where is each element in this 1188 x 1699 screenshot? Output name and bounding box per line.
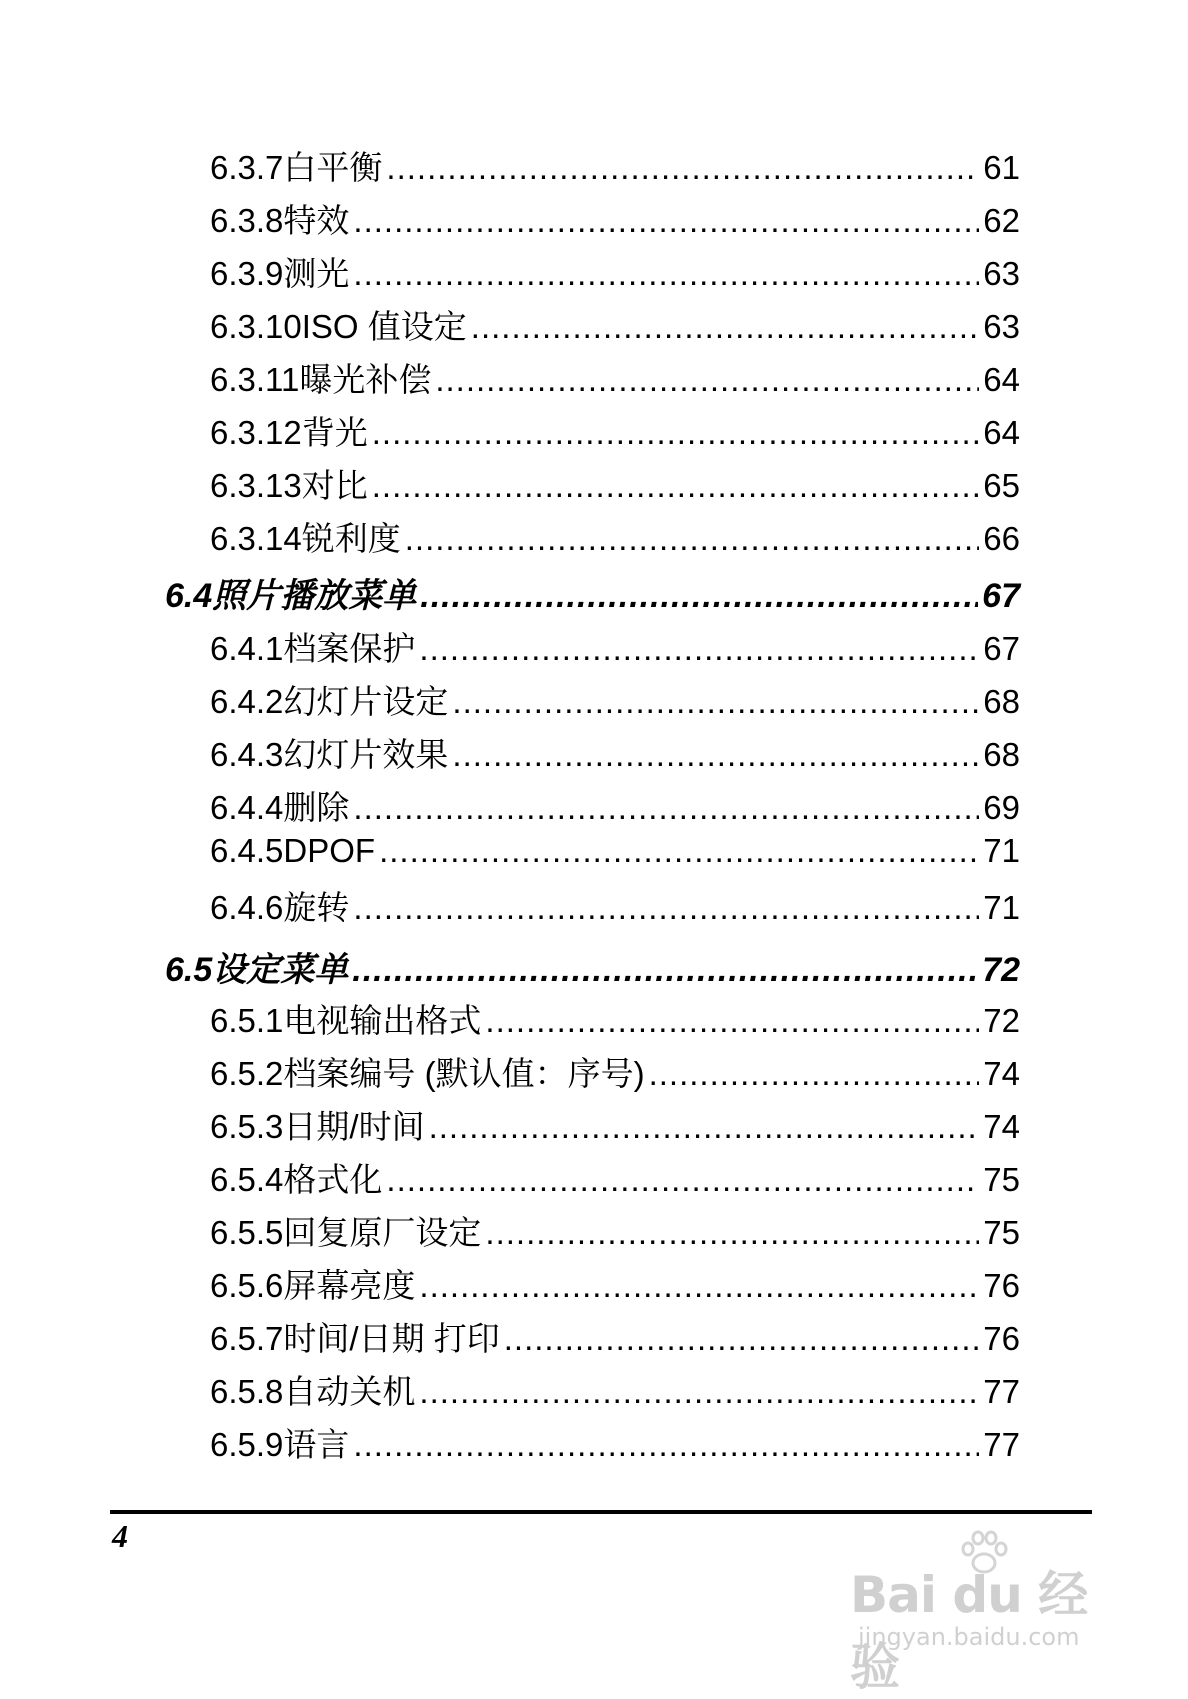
entry-page: 66 xyxy=(983,520,1020,557)
dot-leader xyxy=(353,255,979,293)
toc-entry xyxy=(210,354,1020,401)
entry-number: 6.4.3 xyxy=(210,736,284,773)
entry-page: 67 xyxy=(983,630,1020,667)
entry-number: 6.5.1 xyxy=(210,1002,284,1039)
toc-entry xyxy=(210,248,1020,295)
entry-page: 61 xyxy=(983,149,1020,186)
toc-entry xyxy=(210,1048,1020,1095)
entry-title: 测光 xyxy=(283,255,350,292)
entry-number: 6.4.6 xyxy=(210,889,284,926)
entry-number: 6.5.4 xyxy=(210,1161,284,1198)
toc-section-entry xyxy=(165,942,1020,991)
entry-title: 时间/日期 打印 xyxy=(283,1320,500,1357)
page-number: 4 xyxy=(112,1518,128,1554)
footer-rule xyxy=(110,1510,1092,1514)
entry-page: 71 xyxy=(983,889,1020,926)
dot-leader xyxy=(405,520,980,558)
toc-entry xyxy=(210,407,1020,454)
entry-title: 日期/时间 xyxy=(283,1108,425,1145)
entry-page: 69 xyxy=(983,789,1020,826)
toc-entry xyxy=(210,1101,1020,1148)
dot-leader xyxy=(649,1055,980,1093)
entry-page: 63 xyxy=(983,308,1020,345)
entry-page: 76 xyxy=(983,1267,1020,1304)
dot-leader xyxy=(352,951,978,990)
entry-number: 6.3.7 xyxy=(210,149,284,186)
dot-leader xyxy=(452,683,979,721)
entry-page: 76 xyxy=(983,1320,1020,1357)
entry-number: 6.3.11 xyxy=(210,361,300,398)
dot-leader xyxy=(353,889,979,927)
entry-number: 6.4.5 xyxy=(210,832,284,869)
entry-number: 6.5.2 xyxy=(210,1055,284,1092)
entry-number: 6.5.5 xyxy=(210,1214,284,1251)
entry-title: 档案保护 xyxy=(283,630,416,667)
dot-leader xyxy=(485,1214,979,1252)
dot-leader xyxy=(419,1373,979,1411)
entry-number: 6.3.14 xyxy=(210,520,302,557)
entry-title: 格式化 xyxy=(283,1161,383,1198)
toc-entry xyxy=(210,882,1020,929)
section-title: 设定菜单 xyxy=(212,951,349,989)
entry-page: 71 xyxy=(983,832,1020,869)
dot-leader xyxy=(429,1108,980,1146)
toc-entry xyxy=(210,676,1020,723)
baidu-watermark xyxy=(850,1555,1120,1696)
toc-entry xyxy=(210,1313,1020,1360)
watermark-url: jingyan.baidu.com xyxy=(858,1623,1080,1651)
entry-page: 64 xyxy=(983,414,1020,451)
entry-title: 档案编号 (默认值：序号) xyxy=(283,1055,645,1092)
entry-title: 背光 xyxy=(301,414,368,451)
toc-entry xyxy=(210,1207,1020,1254)
toc-entry xyxy=(210,195,1020,242)
entry-title: 特效 xyxy=(283,202,350,239)
entry-number: 6.4.4 xyxy=(210,789,284,826)
entry-number: 6.5.6 xyxy=(210,1267,284,1304)
dot-leader xyxy=(485,1002,979,1040)
entry-page: 75 xyxy=(983,1214,1020,1251)
dot-leader xyxy=(353,1426,979,1464)
entry-title: 语言 xyxy=(283,1426,350,1463)
entry-page: 72 xyxy=(983,1002,1020,1039)
entry-title: 旋转 xyxy=(283,889,350,926)
entry-title: 回复原厂设定 xyxy=(283,1214,482,1251)
entry-number: 6.3.8 xyxy=(210,202,284,239)
entry-page: 64 xyxy=(983,361,1020,398)
entry-page: 75 xyxy=(983,1161,1020,1198)
watermark-logo: Bai du 经验 xyxy=(850,1566,1088,1696)
entry-title: ISO 值设定 xyxy=(301,308,467,345)
entry-title: 锐利度 xyxy=(301,520,401,557)
entry-number: 6.4.1 xyxy=(210,630,284,667)
entry-page: 65 xyxy=(983,467,1020,504)
dot-leader xyxy=(504,1320,980,1358)
entry-page: 77 xyxy=(983,1426,1020,1463)
entry-page: 62 xyxy=(983,202,1020,239)
entry-title: 白平衡 xyxy=(283,149,383,186)
dot-leader xyxy=(372,467,980,505)
entry-title: 曝光补偿 xyxy=(299,361,432,398)
entry-title: 幻灯片效果 xyxy=(283,736,449,773)
entry-title: 删除 xyxy=(283,789,350,826)
dot-leader xyxy=(419,630,979,668)
section-number: 6.5 xyxy=(165,951,213,989)
section-title: 照片播放菜单 xyxy=(212,577,417,615)
toc-entry xyxy=(210,460,1020,507)
dot-leader xyxy=(379,832,979,870)
entry-number: 6.5.7 xyxy=(210,1320,284,1357)
dot-leader xyxy=(353,789,979,827)
toc-entry xyxy=(210,1419,1020,1466)
toc-entry xyxy=(210,623,1020,670)
dot-leader xyxy=(353,202,979,240)
entry-number: 6.3.12 xyxy=(210,414,302,451)
dot-leader xyxy=(372,414,980,452)
section-page: 72 xyxy=(982,951,1020,989)
entry-page: 68 xyxy=(983,683,1020,720)
entry-number: 6.5.8 xyxy=(210,1373,284,1410)
toc-section-entry xyxy=(165,568,1020,617)
toc-entry xyxy=(210,832,1020,870)
entry-title: 屏幕亮度 xyxy=(283,1267,416,1304)
section-page: 67 xyxy=(982,577,1020,615)
entry-title: 电视输出格式 xyxy=(283,1002,482,1039)
entry-number: 6.3.13 xyxy=(210,467,302,504)
entry-page: 77 xyxy=(983,1373,1020,1410)
entry-page: 68 xyxy=(983,736,1020,773)
toc-entry xyxy=(210,729,1020,776)
entry-title: DPOF xyxy=(283,832,376,869)
entry-number: 6.5.3 xyxy=(210,1108,284,1145)
dot-leader xyxy=(386,149,979,187)
toc-entry xyxy=(210,142,1020,189)
entry-number: 6.4.2 xyxy=(210,683,284,720)
dot-leader xyxy=(419,1267,979,1305)
toc-entry xyxy=(210,301,1020,348)
entry-number: 6.3.10 xyxy=(210,308,302,345)
entry-page: 74 xyxy=(983,1108,1020,1145)
dot-leader xyxy=(435,361,979,399)
toc-entry xyxy=(210,995,1020,1042)
dot-leader xyxy=(420,577,978,616)
dot-leader xyxy=(386,1161,979,1199)
entry-title: 自动关机 xyxy=(283,1373,416,1410)
entry-number: 6.5.9 xyxy=(210,1426,284,1463)
entry-page: 74 xyxy=(983,1055,1020,1092)
toc-entry xyxy=(210,513,1020,560)
entry-title: 对比 xyxy=(301,467,368,504)
toc-entry xyxy=(210,1154,1020,1201)
toc-entry xyxy=(210,782,1020,829)
section-number: 6.4 xyxy=(165,577,213,615)
toc-entry xyxy=(210,1366,1020,1413)
dot-leader xyxy=(452,736,979,774)
entry-page: 63 xyxy=(983,255,1020,292)
toc-entry xyxy=(210,1260,1020,1307)
entry-number: 6.3.9 xyxy=(210,255,284,292)
dot-leader xyxy=(471,308,980,346)
entry-title: 幻灯片设定 xyxy=(283,683,449,720)
